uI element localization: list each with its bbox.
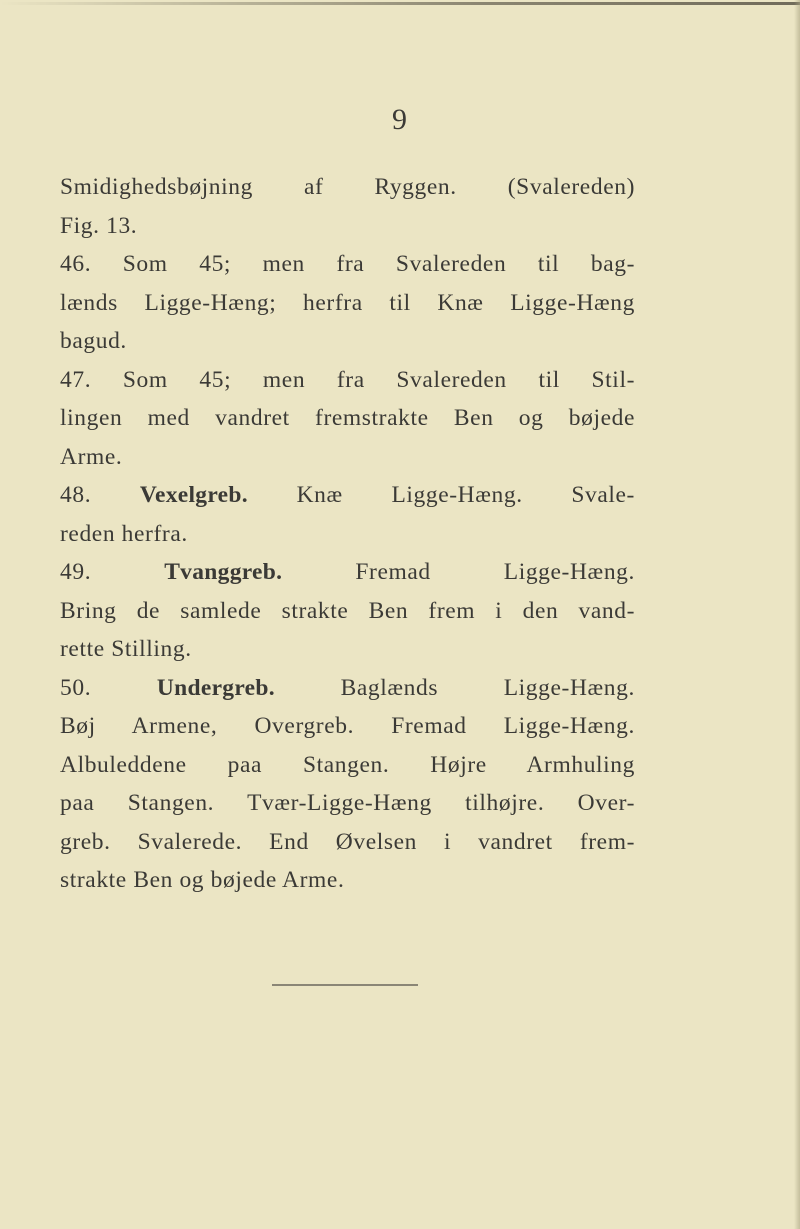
text-line: lænds Ligge-Hæng; herfra til Knæ Ligge-Hæng: [60, 289, 635, 316]
exercise-number: 50.: [60, 674, 92, 701]
text-line: rette Stilling.: [60, 636, 192, 662]
text-segment: Knæ Ligge-Hæng. Svale-: [296, 482, 635, 508]
text-line: Bøj Armene, Overgreb. Fremad Ligge-Hæng.: [60, 713, 635, 739]
section-end-rule: [272, 984, 418, 986]
text-segment: Baglænds Ligge-Hæng.: [340, 674, 635, 701]
text-line: 47. Som 45; men fra Svalereden til Stil-: [60, 366, 635, 393]
exercise-heading-line: [60, 669, 635, 708]
page-number: 9: [392, 103, 408, 136]
page-edge-shadow: [794, 0, 800, 1229]
text-line: Bring de samlede strakte Ben frem i den vand-: [60, 597, 635, 624]
text-segment: Fremad Ligge-Hæng.: [355, 559, 635, 585]
text-line: greb. Svalerede. End Øvelsen i vandret frem-: [60, 828, 635, 855]
text-line: lingen med vandret fremstrakte Ben og bøjede: [60, 405, 635, 431]
exercise-heading-line: [60, 553, 635, 592]
body-text: [60, 168, 635, 900]
exercise-number: 48.: [60, 482, 92, 508]
text-line: Smidighedsbøjning af Ryggen. (Svalereden): [60, 174, 635, 200]
text-line: paa Stangen. Tvær-Ligge-Hæng tilhøjre. Over-: [60, 790, 635, 816]
text-line: Arme.: [60, 443, 123, 470]
text-line: strakte Ben og bøjede Arme.: [60, 867, 345, 893]
text-line: 46. Som 45; men fra Svalereden til bag-: [60, 251, 635, 277]
top-edge-rule: [0, 2, 800, 5]
exercise-title: Vexelgreb.: [139, 482, 248, 508]
exercise-number: 49.: [60, 559, 92, 585]
text-line: reden herfra.: [60, 520, 188, 547]
text-line: Albuleddene paa Stangen. Højre Armhuling: [60, 751, 635, 778]
text-line: bagud.: [60, 328, 127, 354]
exercise-title: Tvanggreb.: [164, 559, 283, 585]
exercise-heading-line: [60, 476, 635, 515]
text-line: Fig. 13.: [60, 212, 138, 239]
exercise-title: Undergreb.: [156, 674, 275, 701]
